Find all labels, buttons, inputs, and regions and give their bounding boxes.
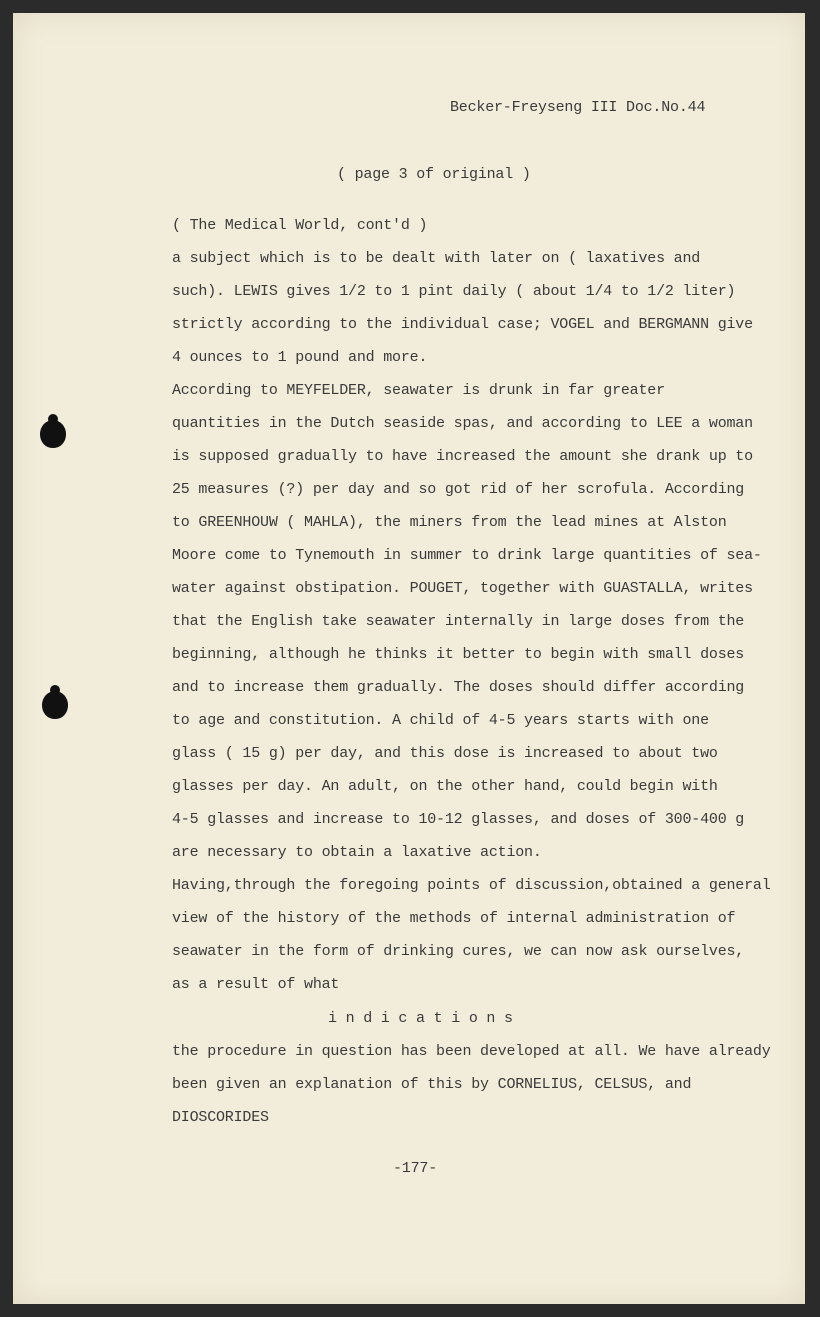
body-line: water against obstipation. POUGET, together with GUASTALLA, writes [172, 580, 753, 597]
body-line: 4-5 glasses and increase to 10-12 glasses, and doses of 300-400 g [172, 811, 745, 828]
body-line: seawater in the form of drinking cures, we can now ask ourselves, [172, 943, 745, 960]
body-line: that the English take seawater internally in large doses from the [172, 613, 745, 630]
body-line: are necessary to obtain a laxative action. [172, 844, 542, 861]
document-header: Becker-Freyseng III Doc.No.44 [450, 99, 706, 116]
body-line: to age and constitution. A child of 4-5 years starts with one [172, 712, 709, 729]
body-line: beginning, although he thinks it better to begin with small doses [172, 646, 745, 663]
body-line: strictly according to the individual case; VOGEL and BERGMANN give [172, 316, 753, 333]
body-line: view of the history of the methods of internal administration of [172, 910, 736, 927]
page-number: -177- [393, 1160, 438, 1177]
punch-hole-top [40, 420, 66, 448]
body-line: a subject which is to be dealt with later on ( laxatives and [172, 250, 701, 267]
body-line: 25 measures (?) per day and so got rid of her scrofula. According [172, 481, 745, 498]
punch-hole-bottom [42, 691, 68, 719]
document-subtitle: ( page 3 of original ) [337, 166, 531, 183]
body-line: glass ( 15 g) per day, and this dose is increased to about two [172, 745, 718, 762]
body-line: 4 ounces to 1 pound and more. [172, 349, 428, 366]
body-line: such). LEWIS gives 1/2 to 1 pint daily ( about 1/4 to 1/2 liter) [172, 283, 736, 300]
indications-heading: i n d i c a t i o n s [328, 1010, 513, 1027]
document-page [13, 13, 805, 1304]
body-line: According to MEYFELDER, seawater is drunk in far greater [172, 382, 665, 399]
body-line: DIOSCORIDES [172, 1109, 269, 1126]
body-line: to GREENHOUW ( MAHLA), the miners from the lead mines at Alston [172, 514, 727, 531]
body-line: is supposed gradually to have increased the amount she drank up to [172, 448, 753, 465]
body-line: Having,through the foregoing points of discussion,obtained a general [172, 877, 771, 894]
body-line: been given an explanation of this by CORNELIUS, CELSUS, and [172, 1076, 692, 1093]
body-line: and to increase them gradually. The doses should differ according [172, 679, 745, 696]
body-line: the procedure in question has been developed at all. We have already [172, 1043, 771, 1060]
body-line: Moore come to Tynemouth in summer to drink large quantities of sea- [172, 547, 762, 564]
body-line: as a result of what [172, 976, 340, 993]
body-line: glasses per day. An adult, on the other hand, could begin with [172, 778, 718, 795]
body-line: quantities in the Dutch seaside spas, and according to LEE a woman [172, 415, 753, 432]
section-label: ( The Medical World, cont'd ) [172, 217, 428, 234]
